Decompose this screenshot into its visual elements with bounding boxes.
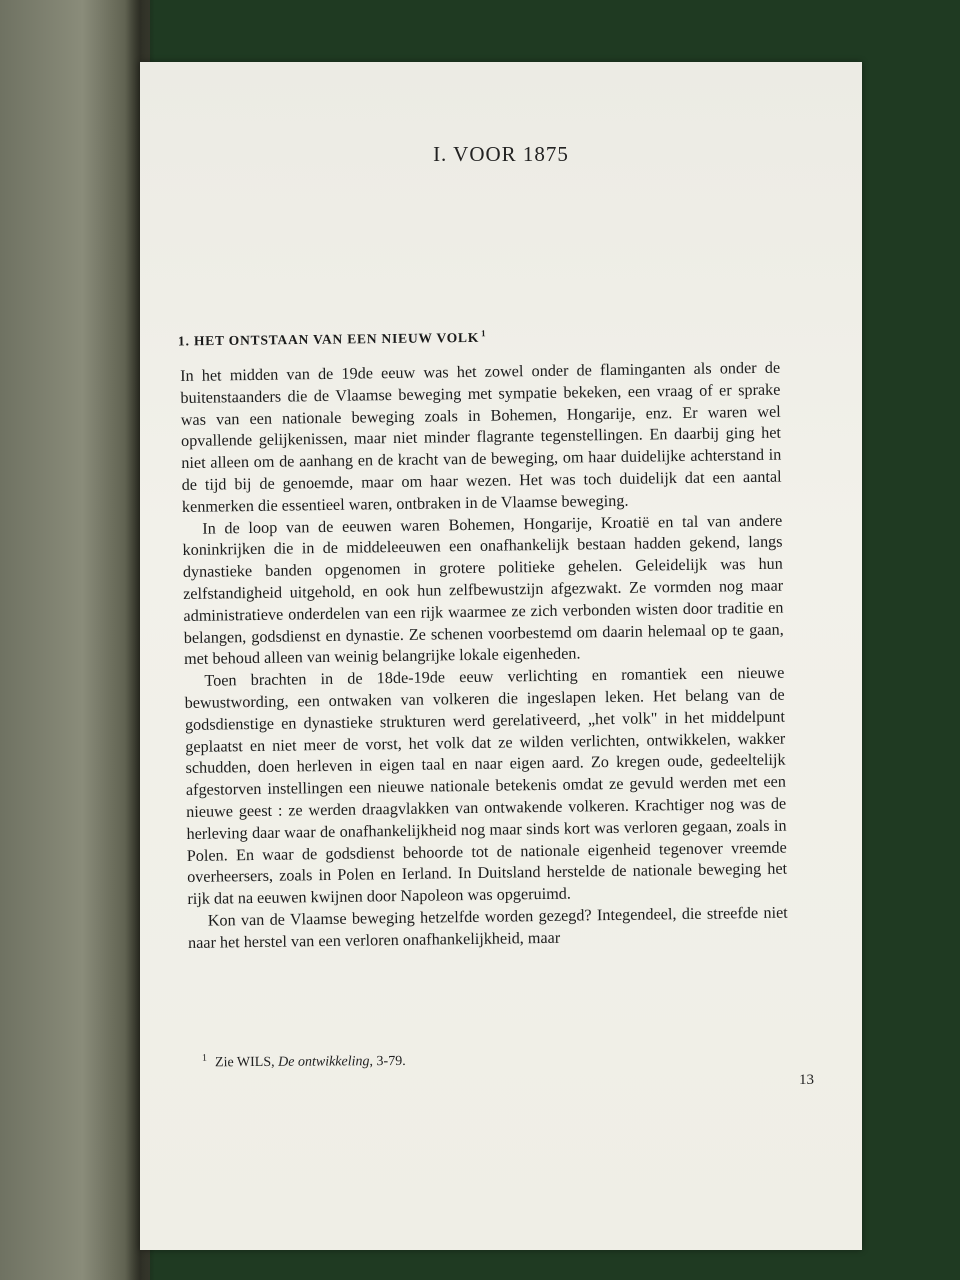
chapter-title: I. VOOR 1875 [433,142,569,166]
footnote-title: De ontwikkeling [278,1054,370,1070]
footnote [202,1051,406,1071]
section-footnote-ref: 1 [481,328,487,339]
footnote-marker: 1 [201,1052,208,1064]
body-text [180,358,788,955]
footnote-suffix: , 3-79. [369,1053,406,1070]
page-number: 13 [799,1072,814,1088]
paragraph: Toen brachten in de 18de-19de eeuw verlichting en romantiek een nieuwe bewustwording, een ontwaken van volkeren die ingeslapen leken. Het belang van de godsdienstige en dynastieke strukturen werd gerelativeerd, „het volk" in het middelpunt geplaatst en niet meer de vorst, het volk dat ze wilden verlichten, ontwikkelen, wakker schudden, doen herleven in eigen taal en naar eigen aard. Zo kregen oude, gedeeltelijk afgestorven instellingen een nieuwe nationale betekenis omdat ze gevuld werden met een nieuwe geest : ze werden draagvlakken van ontwakende volkeren. Krachtiger nog was de herleving daar waar de onafhankelijkheid nog maar sinds kort was verloren gegaan, zoals in Polen. En waar de godsdienst behoorde tot de nationale eigenheid tegenover vreemde overheersers, zoals in Polen en Ierland. In Duitsland herstelde de nationale beweging het rijk dat na eeuwen kwijnen door Napoleon was opgeruimd. [184,663,788,909]
section-heading [178,328,487,349]
paragraph: In de loop van de eeuwen waren Bohemen, Hongarije, Kroatië en tal van andere koninkrijken die in de middeleeuwen een onafhankelijk bestaan hadden gekend, langs dynastieke banden opgenomen in grotere politieke gehelen. Geleidelijk was hun zelfstandigheid uitgehold, en ook hun zelfbewustzijn afgezwakt. Ze vormden nog maar administratieve onderdelen van een rijk waarmee ze zich verbonden wisten door traditie en belangen, godsdienst en dynastie. Ze schenen voorbestemd om daarin helemaal op te gaan, met behoud alleen van weinig belangrijke lokale eigenheden. [182,511,784,669]
book-page [140,62,862,1250]
paragraph: Kon van de Vlaamse beweging hetzelfde worden gezegd? Integendeel, die streefde niet naar het herstel van een verloren onafhankelijkheid, maar [187,903,788,952]
footnote-prefix: Zie WILS, [214,1054,279,1071]
paragraph: In het midden van de 19de eeuw was het zowel onder de flaminganten als onder de buitenstaanders die de Vlaamse beweging met sympatie bekeken, een vraag of er sprake was van een nationale beweging zoals in Bohemen, Hongarije, enz. Er waren wel opvallende gelijkenissen, maar niet minder flagrante tegenstellingen. En daarbij ging het niet alleen om de aanhang en de kracht van de beweging, om haar duidelijke achterstand in de tijd bij de genoemde, maar om haar wezen. Het was toch duidelijk dat een aantal kenmerken die essentieel waren, ontbraken in de Vlaamse beweging. [180,358,782,516]
section-heading-text: 1. HET ONTSTAAN VAN EEN NIEUW VOLK [177,329,480,349]
